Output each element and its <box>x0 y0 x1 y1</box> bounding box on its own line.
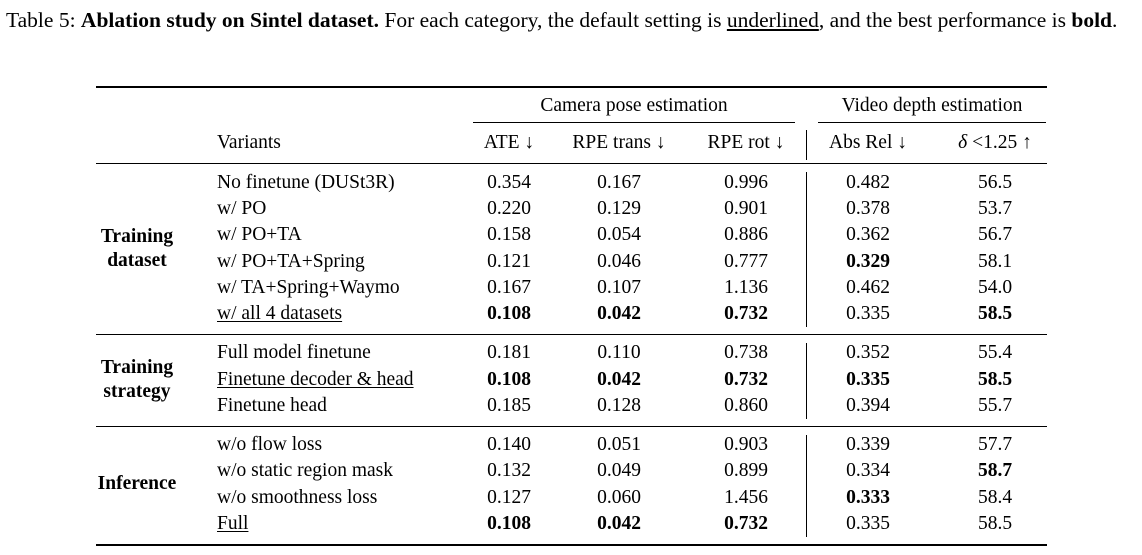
ate-cell: 0.158 <box>487 224 531 245</box>
abs-rel-cell: 0.335 <box>846 369 890 390</box>
caption-text-3: . <box>1112 8 1118 32</box>
variant-cell: Full <box>217 513 249 534</box>
header-delta-symbol: δ <box>958 132 968 153</box>
variant-cell: Finetune head <box>217 395 327 416</box>
rpe-trans-cell: 0.110 <box>597 342 641 363</box>
delta-cell: 58.7 <box>977 460 1013 481</box>
rpe-rot-cell: 0.901 <box>724 198 768 219</box>
abs-rel-cell: 0.339 <box>846 434 890 455</box>
rpe-trans-cell: 0.042 <box>597 303 641 324</box>
rpe-trans-cell: 0.060 <box>597 487 641 508</box>
section-rule-2 <box>96 426 1047 427</box>
header-rpe-trans: RPE trans ↓ <box>572 132 666 153</box>
delta-cell: 58.5 <box>977 303 1013 324</box>
abs-rel-cell: 0.329 <box>846 251 890 272</box>
table-caption <box>6 6 1138 35</box>
ate-cell: 0.108 <box>487 513 531 534</box>
abs-rel-cell: 0.335 <box>846 303 890 324</box>
header-delta <box>936 131 1054 155</box>
variant-cell: w/o smoothness loss <box>217 487 378 508</box>
vertical-divider-1 <box>806 172 807 327</box>
rpe-rot-cell: 0.860 <box>724 395 768 416</box>
rpe-trans-cell: 0.051 <box>597 434 641 455</box>
rpe-trans-cell: 0.167 <box>597 172 641 193</box>
delta-cell: 58.5 <box>977 513 1013 534</box>
ate-cell: 0.220 <box>487 198 531 219</box>
header-group-camera: Camera pose estimation <box>540 95 728 116</box>
abs-rel-cell: 0.333 <box>846 487 890 508</box>
caption-text-1: For each category, the default setting is <box>384 8 722 32</box>
depth-group-rule <box>818 122 1046 123</box>
top-rule <box>96 86 1047 88</box>
rpe-trans-cell: 0.046 <box>597 251 641 272</box>
abs-rel-cell: 0.378 <box>846 198 890 219</box>
delta-cell: 55.7 <box>977 395 1013 416</box>
abs-rel-cell: 0.334 <box>846 460 890 481</box>
rpe-rot-cell: 1.136 <box>724 277 768 298</box>
delta-cell: 55.4 <box>977 342 1013 363</box>
vertical-divider-2 <box>806 343 807 419</box>
section-label-training-dataset: Training dataset <box>100 226 174 271</box>
caption-underlined-word: underlined <box>726 8 819 32</box>
abs-rel-cell: 0.394 <box>846 395 890 416</box>
variant-cell: Finetune decoder & head <box>217 369 414 390</box>
variant-cell: w/o flow loss <box>217 434 323 455</box>
caption-text-2: , and the best performance is <box>818 8 1066 32</box>
abs-rel-cell: 0.482 <box>846 172 890 193</box>
rpe-rot-cell: 0.732 <box>724 369 768 390</box>
abs-rel-cell: 0.362 <box>846 224 890 245</box>
variant-cell: w/ all 4 datasets <box>217 303 343 324</box>
rpe-trans-cell: 0.042 <box>597 513 641 534</box>
ate-cell: 0.127 <box>487 487 531 508</box>
variant-cell: w/ PO+TA+Spring <box>217 251 365 272</box>
rpe-trans-cell: 0.107 <box>597 277 641 298</box>
delta-cell: 57.7 <box>977 434 1013 455</box>
caption-bold-title: Ablation study on Sintel dataset. <box>80 8 379 32</box>
variant-cell: w/ PO <box>217 198 267 219</box>
camera-group-rule <box>473 122 795 123</box>
abs-rel-cell: 0.352 <box>846 342 890 363</box>
rpe-rot-cell: 0.899 <box>724 460 768 481</box>
rpe-rot-cell: 1.456 <box>724 487 768 508</box>
delta-cell: 58.4 <box>977 487 1013 508</box>
header-delta-threshold: <1.25 ↑ <box>972 132 1032 153</box>
header-variants: Variants <box>217 132 281 153</box>
rpe-rot-cell: 0.738 <box>724 342 768 363</box>
ate-cell: 0.108 <box>487 369 531 390</box>
ate-cell: 0.185 <box>487 395 531 416</box>
header-abs-rel: Abs Rel ↓ <box>829 132 907 153</box>
ate-cell: 0.108 <box>487 303 531 324</box>
delta-cell: 54.0 <box>977 277 1013 298</box>
bottom-rule <box>96 544 1047 546</box>
rpe-rot-cell: 0.777 <box>724 251 768 272</box>
ate-cell: 0.121 <box>487 251 531 272</box>
header-rule <box>96 163 1047 164</box>
delta-cell: 58.1 <box>977 251 1013 272</box>
abs-rel-cell: 0.462 <box>846 277 890 298</box>
ate-cell: 0.167 <box>487 277 531 298</box>
delta-cell: 56.7 <box>977 224 1013 245</box>
section-rule-1 <box>96 334 1047 335</box>
delta-cell: 53.7 <box>977 198 1013 219</box>
header-rpe-rot: RPE rot ↓ <box>707 132 785 153</box>
variant-cell: Full model finetune <box>217 342 371 363</box>
abs-rel-cell: 0.335 <box>846 513 890 534</box>
rpe-trans-cell: 0.128 <box>597 395 641 416</box>
rpe-trans-cell: 0.054 <box>597 224 641 245</box>
caption-bold-word: bold <box>1071 8 1112 32</box>
section-label-inference: Inference <box>97 473 177 494</box>
rpe-rot-cell: 0.886 <box>724 224 768 245</box>
rpe-trans-cell: 0.042 <box>597 369 641 390</box>
ate-cell: 0.181 <box>487 342 531 363</box>
header-ate: ATE ↓ <box>483 132 535 153</box>
rpe-trans-cell: 0.049 <box>597 460 641 481</box>
caption-label: Table 5: <box>6 8 76 32</box>
rpe-trans-cell: 0.129 <box>597 198 641 219</box>
variant-cell: w/o static region mask <box>217 460 394 481</box>
rpe-rot-cell: 0.996 <box>724 172 768 193</box>
delta-cell: 56.5 <box>977 172 1013 193</box>
rpe-rot-cell: 0.732 <box>724 303 768 324</box>
header-group-depth: Video depth estimation <box>841 95 1023 116</box>
section-label-training-strategy: Training strategy <box>100 357 174 402</box>
vertical-divider-3 <box>806 435 807 537</box>
delta-cell: 58.5 <box>977 369 1013 390</box>
ate-cell: 0.354 <box>487 172 531 193</box>
ate-cell: 0.132 <box>487 460 531 481</box>
variant-cell: w/ PO+TA <box>217 224 302 245</box>
variant-cell: No finetune (DUSt3R) <box>217 172 395 193</box>
rpe-rot-cell: 0.732 <box>724 513 768 534</box>
vertical-divider-header <box>806 130 807 160</box>
ate-cell: 0.140 <box>487 434 531 455</box>
variant-cell: w/ TA+Spring+Waymo <box>217 277 400 298</box>
rpe-rot-cell: 0.903 <box>724 434 768 455</box>
